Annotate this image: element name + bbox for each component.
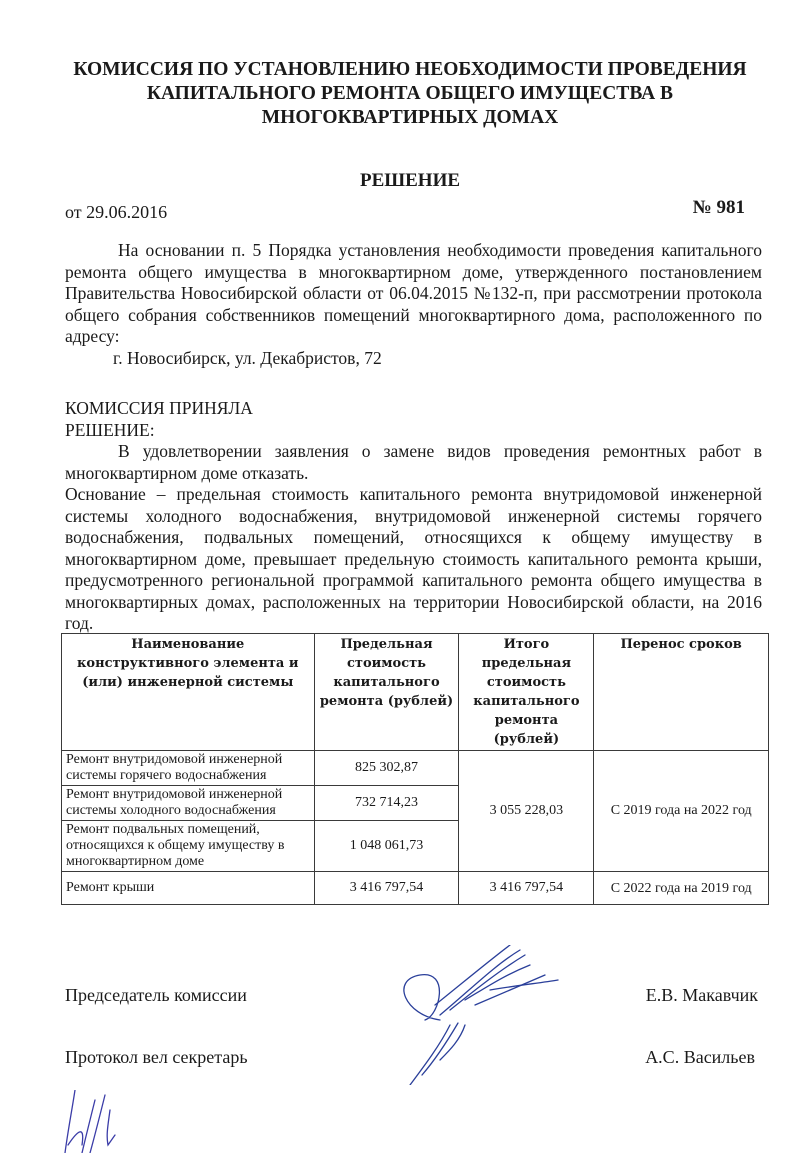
preamble xyxy=(65,240,762,369)
table-header-row xyxy=(62,634,769,751)
row-total: 3 416 797,54 xyxy=(459,872,594,905)
address: г. Новосибирск, ул. Декабристов, 72 xyxy=(113,347,382,368)
group-transfer: С 2019 года на 2022 год xyxy=(594,751,769,872)
decision-text: В удовлетворении заявления о замене видов проведения ремонтных работ в многоквартирном доме отказать. xyxy=(65,441,762,483)
decision-date: от 29.06.2016 xyxy=(65,202,168,222)
chair-name: Е.В. Макавчик xyxy=(645,985,758,1005)
resolution-line-2: РЕШЕНИЕ: xyxy=(65,419,155,440)
row-cost: 1 048 061,73 xyxy=(314,821,459,872)
row-cost: 825 302,87 xyxy=(314,751,459,786)
secretary-label: Протокол вел секретарь xyxy=(65,1047,248,1067)
header-cost: Предельная стоимость капитального ремонта (рублей) xyxy=(314,634,459,751)
row-name: Ремонт внутридомовой инженерной системы горячего водоснабжения xyxy=(62,751,315,786)
group-total: 3 055 228,03 xyxy=(459,751,594,872)
title-line-1: КОМИССИЯ ПО УСТАНОВЛЕНИЮ НЕОБХОДИМОСТИ ПРОВЕДЕНИЯ xyxy=(73,59,747,80)
row-cost: 3 416 797,54 xyxy=(314,872,459,905)
decision-number: № 981 xyxy=(692,197,745,218)
row-cost: 732 714,23 xyxy=(314,786,459,821)
secretary-signature xyxy=(60,1090,150,1153)
basis-text: Основание – предельная стоимость капитального ремонта внутридомовой инженерной системы холодного водоснабжения, внутридомовой инженерной системы горячего водоснабжения, подвальных помещений, относящихся к общему имуществу в многоквартирном доме, превышает предельную стоимость капитального ремонта крыши, предусмотренного региональной программой капитального ремонта общего имущества в многоквартирных домах, расположенных на территории Новосибирской области, на 2016 год. xyxy=(65,484,762,633)
secretary-name: А.С. Васильев xyxy=(645,1047,755,1067)
header-transfer: Перенос сроков xyxy=(594,634,769,751)
title-line-3: МНОГОКВАРТИРНЫХ ДОМАХ xyxy=(261,107,559,128)
header-element-name: Наименование конструктивного элемента и (или) инженерной системы xyxy=(62,634,315,751)
row-name: Ремонт внутридомовой инженерной системы холодного водоснабжения xyxy=(62,786,315,821)
decision-heading: РЕШЕНИЕ xyxy=(359,170,461,191)
resolution-line-1: КОМИССИЯ ПРИНЯЛА xyxy=(65,398,253,418)
preamble-text: На основании п. 5 Порядка установления необходимости проведения капитального ремонта общего имущества в многоквартирном доме, утвержденного постановлением Правительства Новосибирской области от 06.04.2015 №132-п, при рассмотрении протокола общего собрания собственников помещений многоквартирного дома, расположенного по адресу: xyxy=(65,240,762,346)
cost-table xyxy=(61,633,769,905)
resolution xyxy=(65,398,762,635)
table-row xyxy=(62,872,769,905)
chair-signature xyxy=(380,945,610,1085)
row-name: Ремонт подвальных помещений, относящихся к общему имуществу в многоквартирном доме xyxy=(62,821,315,872)
row-transfer: С 2022 года на 2019 год xyxy=(594,872,769,905)
table-row xyxy=(62,751,769,786)
row-name: Ремонт крыши xyxy=(62,872,315,905)
chair-label: Председатель комиссии xyxy=(65,985,247,1005)
commission-title xyxy=(60,58,760,130)
title-line-2: КАПИТАЛЬНОГО РЕМОНТА ОБЩЕГО ИМУЩЕСТВА В xyxy=(146,83,674,104)
header-total: Итого предельная стоимость капитального ремонта (рублей) xyxy=(459,634,594,751)
